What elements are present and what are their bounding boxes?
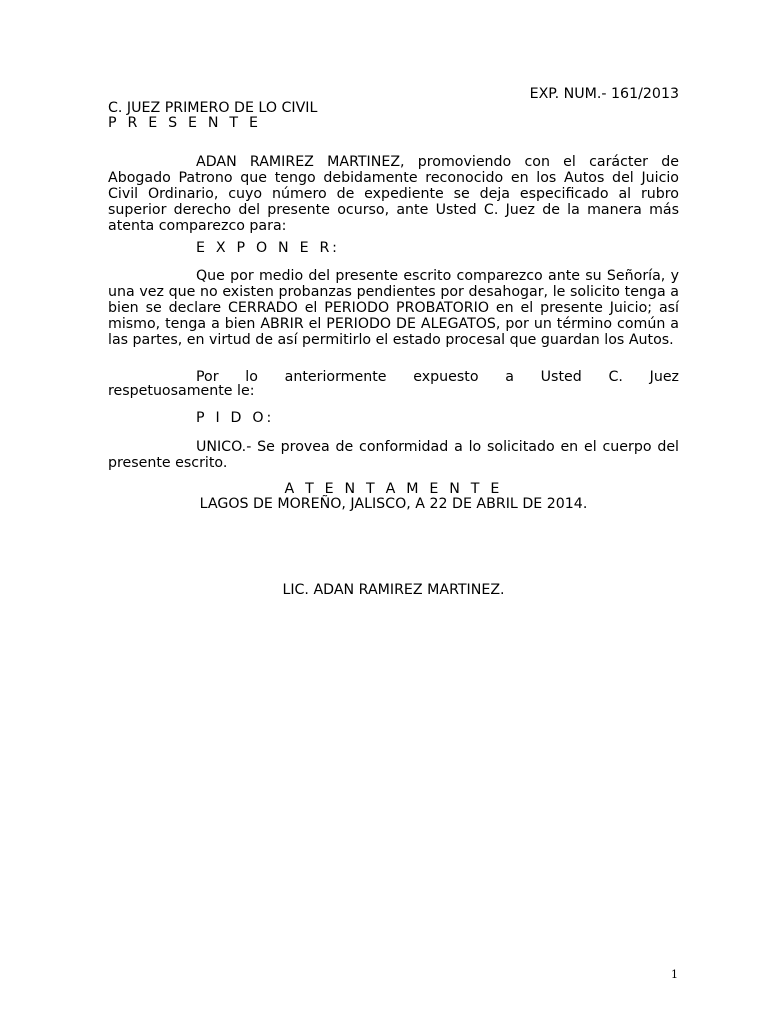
signature-name: LIC. ADAN RAMIREZ MARTINEZ. [282,582,505,598]
exponer-paragraph: Que por medio del presente escrito comparezco ante su Señoría, y una vez que no existen probanzas pendientes por desahogar, le solicito tenga a bien se declare CERRADO el PERIODO PROBATORIO en el presente Juicio; así mismo, tenga a bien ABRIR el PERIODO DE ALEGATOS, por un término común a las partes, en virtud de así permitirlo el estado procesal que guardan los Autos. [108,268,679,348]
expediente-number: EXP. NUM.- 161/2013 [529,86,679,102]
atentamente-heading: A T E N T A M E N T E [284,481,503,497]
exponer-heading: E X P O N E R: [196,240,341,256]
por-lo-line-1: Por lo anteriormente expuesto a Usted C. Juez [196,369,679,385]
pido-heading: P I D O: [196,410,275,426]
presente-heading: P R E S E N T E [108,115,262,131]
intro-paragraph: ADAN RAMIREZ MARTINEZ, promoviendo con el carácter de Abogado Patrono que tengo debidamente reconocido en los Autos del Juicio Civil Ordinario, cuyo número de expediente se deja especificado al rubro superior derecho del presente ocurso, ante Usted C. Juez de la manera más atenta comparezco para: [108,154,679,234]
place-and-date: LAGOS DE MOREÑO, JALISCO, A 22 DE ABRIL DE 2014. [199,496,588,512]
page-number: 1 [671,968,678,981]
unico-paragraph: UNICO.- Se provea de conformidad a lo solicitado en el cuerpo del presente escrito. [108,439,679,471]
por-lo-line-2: respetuosamente le: [108,383,255,399]
addressee: C. JUEZ PRIMERO DE LO CIVIL [108,100,318,116]
